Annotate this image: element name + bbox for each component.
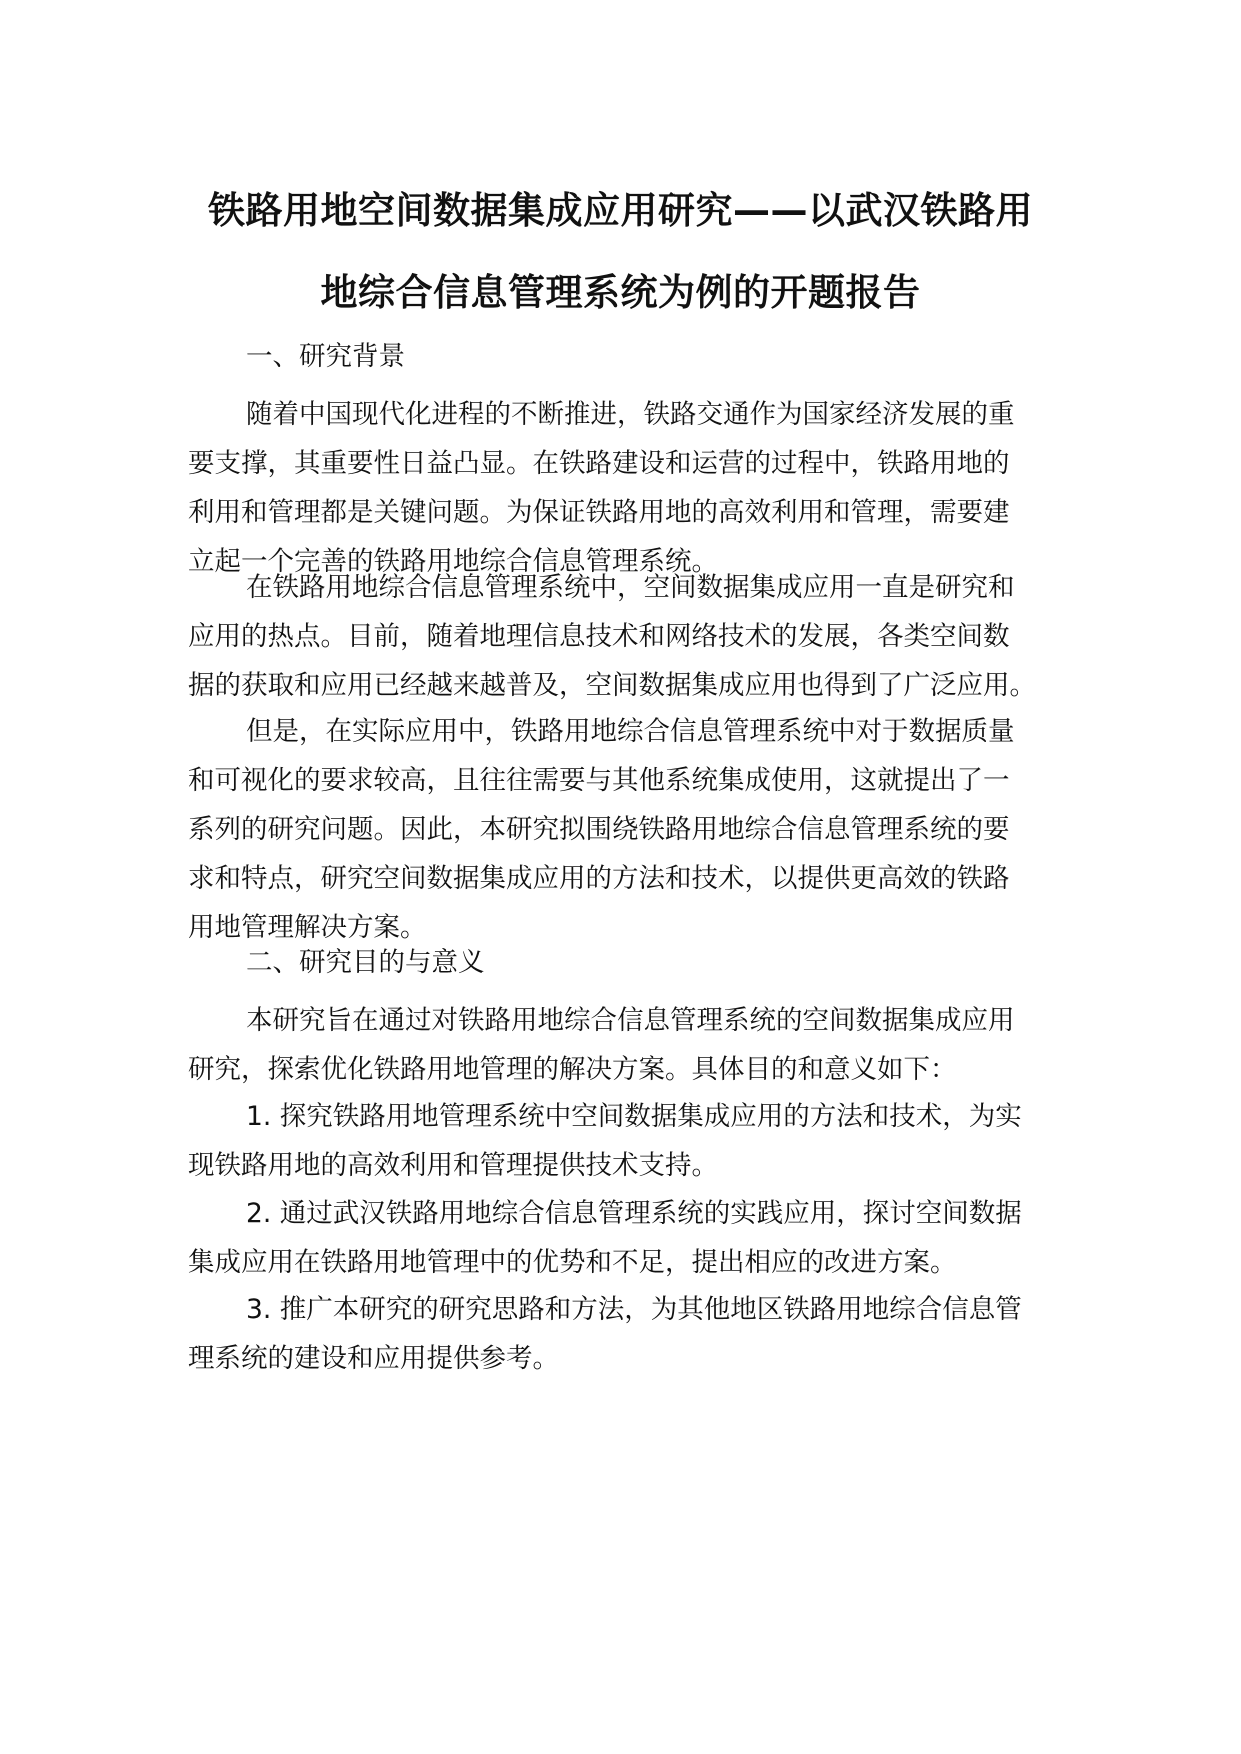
paragraph-line: 3. 推广本研究的研究思路和方法，为其他地区铁路用地综合信息管: [246, 1294, 1022, 1325]
paragraph-line: 但是，在实际应用中，铁路用地综合信息管理系统中对于数据质量: [246, 716, 1015, 747]
paragraph-line: 利用和管理都是关键问题。为保证铁路用地的高效利用和管理，需要建: [188, 497, 1010, 528]
paragraph-line: 随着中国现代化进程的不断推进，铁路交通作为国家经济发展的重: [246, 399, 1015, 430]
section-heading-purpose: [188, 938, 1058, 987]
paragraph-line: 用地管理解决方案。: [188, 912, 427, 943]
paragraph-line: 系列的研究问题。因此，本研究拟围绕铁路用地综合信息管理系统的要: [188, 814, 1010, 845]
paragraph-line: 1. 探究铁路用地管理系统中空间数据集成应用的方法和技术，为实: [246, 1101, 1022, 1132]
paragraph-line: 应用的热点。目前，随着地理信息技术和网络技术的发展，各类空间数: [188, 621, 1010, 652]
paragraph-line: 本研究旨在通过对铁路用地综合信息管理系统的空间数据集成应用: [246, 1005, 1015, 1036]
list-item-2: [188, 1189, 1058, 1287]
section-heading: 二、研究目的与意义: [246, 947, 485, 978]
paragraph-line: 要支撑，其重要性日益凸显。在铁路建设和运营的过程中，铁路用地的: [188, 448, 1010, 479]
list-item-3: [188, 1285, 1058, 1383]
paragraph-line: 理系统的建设和应用提供参考。: [188, 1343, 559, 1374]
paragraph-line: 研究，探索优化铁路用地管理的解决方案。具体目的和意义如下：: [188, 1054, 957, 1085]
paragraph-line: 求和特点，研究空间数据集成应用的方法和技术，以提供更高效的铁路: [188, 863, 1010, 894]
paragraph-line: 2. 通过武汉铁路用地综合信息管理系统的实践应用，探讨空间数据: [246, 1198, 1022, 1229]
document-title-line-2: 地综合信息管理系统为例的开题报告: [320, 271, 921, 314]
paragraph-line: 立起一个完善的铁路用地综合信息管理系统。: [188, 546, 718, 577]
paragraph-problems: [188, 707, 1058, 952]
paragraph-line: 在铁路用地综合信息管理系统中，空间数据集成应用一直是研究和: [246, 572, 1015, 603]
paragraph-background-1: [188, 390, 1058, 586]
paragraph-line: 据的获取和应用已经越来越普及，空间数据集成应用也得到了广泛应用。: [188, 670, 1036, 701]
section-heading-background: [188, 332, 1058, 381]
document-title-line-1: 铁路用地空间数据集成应用研究——以武汉铁路用: [208, 189, 1033, 232]
list-item-1: [188, 1092, 1058, 1190]
paragraph-line: 集成应用在铁路用地管理中的优势和不足，提出相应的改进方案。: [188, 1247, 957, 1278]
paragraph-significance-hotspot: [188, 563, 1058, 710]
paragraph-line: 和可视化的要求较高，且往往需要与其他系统集成使用，这就提出了一: [188, 765, 1010, 796]
paragraph-line: 现铁路用地的高效利用和管理提供技术支持。: [188, 1150, 718, 1181]
section-heading: 一、研究背景: [246, 341, 405, 372]
paragraph-purpose-intro: [188, 996, 1058, 1094]
